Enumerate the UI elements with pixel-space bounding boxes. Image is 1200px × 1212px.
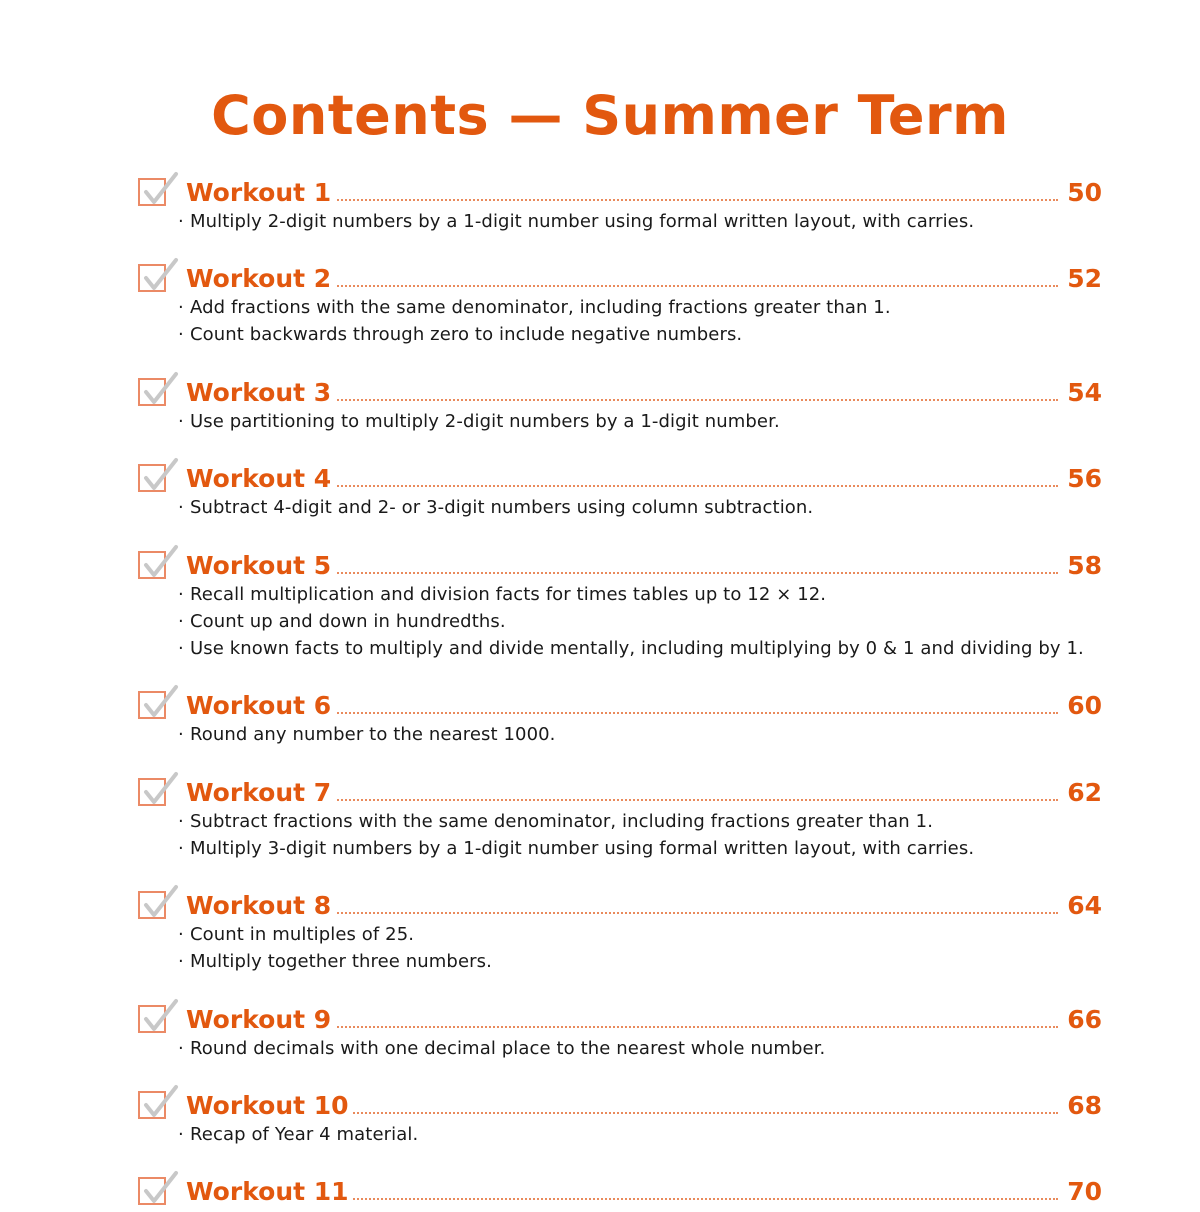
- toc-entry[interactable]: [136, 460, 1102, 521]
- page-number[interactable]: 54: [1067, 378, 1102, 407]
- workout-title[interactable]: Workout 10: [186, 1091, 353, 1121]
- objective-list: [136, 581, 1102, 662]
- toc-entry[interactable]: [136, 174, 1102, 235]
- workout-title[interactable]: Workout 9: [186, 1005, 335, 1035]
- toc-entry-header: [136, 260, 1102, 294]
- page-title: Contents — Summer Term: [211, 84, 1009, 147]
- objective-text: Subtract 4-digit and 2- or 3-digit numbers using column subtraction.: [190, 497, 814, 518]
- objective-text: Multiply together three numbers.: [190, 951, 492, 972]
- checkmark-box-icon[interactable]: [138, 691, 166, 719]
- workout-title[interactable]: Workout 11: [186, 1177, 353, 1207]
- bullet-icon: ·: [178, 297, 184, 318]
- bullet-icon: ·: [178, 838, 184, 859]
- toc-entry-header: [136, 774, 1102, 808]
- objective-item: [178, 921, 1102, 948]
- objective-item: [178, 408, 1102, 435]
- objective-list: [136, 1035, 1102, 1062]
- objective-text: Count backwards through zero to include negative numbers.: [190, 324, 743, 345]
- objective-item: [178, 608, 1102, 635]
- page-number[interactable]: 52: [1067, 264, 1102, 293]
- bullet-icon: ·: [178, 924, 184, 945]
- toc-entry-header: [136, 687, 1102, 721]
- objective-list: [136, 921, 1102, 975]
- toc-entry[interactable]: [136, 374, 1102, 435]
- bullet-icon: ·: [178, 411, 184, 432]
- objective-text: Use known facts to multiply and divide mentally, including multiplying by 0 & 1 and dividing by 1.: [190, 638, 1084, 659]
- workout-title[interactable]: Workout 2: [186, 264, 335, 294]
- page-number[interactable]: 60: [1067, 691, 1102, 720]
- objective-item: [178, 494, 1102, 521]
- objective-item: [178, 208, 1102, 235]
- toc-entry[interactable]: [136, 887, 1102, 975]
- objective-text: Multiply 3-digit numbers by a 1-digit number using formal written layout, with carries.: [190, 838, 975, 859]
- objective-list: [136, 1121, 1102, 1148]
- workout-title[interactable]: Workout 5: [186, 551, 335, 581]
- objective-list: [136, 808, 1102, 862]
- toc-entry-header: [136, 547, 1102, 581]
- page-number[interactable]: 64: [1067, 891, 1102, 920]
- toc-entry[interactable]: [136, 260, 1102, 348]
- checkmark-box-icon[interactable]: [138, 778, 166, 806]
- page-number[interactable]: 66: [1067, 1005, 1102, 1034]
- objective-item: [178, 1121, 1102, 1148]
- toc-entry[interactable]: [136, 687, 1102, 748]
- checkmark-box-icon[interactable]: [138, 1091, 166, 1119]
- toc-entry[interactable]: [136, 1173, 1102, 1207]
- toc-entry-header: [136, 1001, 1102, 1035]
- page-number[interactable]: 62: [1067, 778, 1102, 807]
- checkmark-box-icon[interactable]: [138, 1005, 166, 1033]
- bullet-icon: ·: [178, 584, 184, 605]
- checkmark-box-icon[interactable]: [138, 551, 166, 579]
- bullet-icon: ·: [178, 324, 184, 345]
- bullet-icon: ·: [178, 1124, 184, 1145]
- objective-item: [178, 835, 1102, 862]
- objective-text: Recall multiplication and division facts for times tables up to 12 × 12.: [190, 584, 827, 605]
- checkmark-box-icon[interactable]: [138, 178, 166, 206]
- objective-text: Add fractions with the same denominator, including fractions greater than 1.: [190, 297, 891, 318]
- objective-item: [178, 1035, 1102, 1062]
- page-number[interactable]: 56: [1067, 464, 1102, 493]
- objective-item: [178, 721, 1102, 748]
- objective-list: [136, 208, 1102, 235]
- toc-entry[interactable]: [136, 547, 1102, 662]
- objective-text: Count up and down in hundredths.: [190, 611, 506, 632]
- page-number[interactable]: 70: [1067, 1177, 1102, 1206]
- workout-title[interactable]: Workout 3: [186, 378, 335, 408]
- toc-entry-header: [136, 1173, 1102, 1207]
- bullet-icon: ·: [178, 611, 184, 632]
- objective-text: Count in multiples of 25.: [190, 924, 415, 945]
- checkmark-box-icon[interactable]: [138, 264, 166, 292]
- toc-entry-header: [136, 460, 1102, 494]
- toc-entry-header: [136, 887, 1102, 921]
- objective-text: Subtract fractions with the same denominator, including fractions greater than 1.: [190, 811, 934, 832]
- page-number[interactable]: 50: [1067, 178, 1102, 207]
- objective-text: Multiply 2-digit numbers by a 1-digit number using formal written layout, with carries.: [190, 211, 975, 232]
- objective-item: [178, 294, 1102, 321]
- objective-list: [136, 408, 1102, 435]
- objective-list: [136, 494, 1102, 521]
- objective-item: [178, 321, 1102, 348]
- toc-entry-header: [136, 1087, 1102, 1121]
- page-number[interactable]: 58: [1067, 551, 1102, 580]
- objective-item: [178, 948, 1102, 975]
- objective-list: [136, 294, 1102, 348]
- checkmark-box-icon[interactable]: [138, 1177, 166, 1205]
- objective-text: Use partitioning to multiply 2-digit numbers by a 1-digit number.: [190, 411, 780, 432]
- checkmark-box-icon[interactable]: [138, 378, 166, 406]
- toc-entry[interactable]: [136, 1001, 1102, 1062]
- bullet-icon: ·: [178, 724, 184, 745]
- objective-text: Round any number to the nearest 1000.: [190, 724, 556, 745]
- checkmark-box-icon[interactable]: [138, 464, 166, 492]
- bullet-icon: ·: [178, 951, 184, 972]
- workout-title[interactable]: Workout 1: [186, 178, 335, 208]
- workout-title[interactable]: Workout 4: [186, 464, 335, 494]
- bullet-icon: ·: [178, 497, 184, 518]
- page-number[interactable]: 68: [1067, 1091, 1102, 1120]
- objective-item: [178, 635, 1102, 662]
- workout-title[interactable]: Workout 8: [186, 891, 335, 921]
- checkmark-box-icon[interactable]: [138, 891, 166, 919]
- bullet-icon: ·: [178, 638, 184, 659]
- workout-title[interactable]: Workout 6: [186, 691, 335, 721]
- objective-text: Recap of Year 4 material.: [190, 1124, 419, 1145]
- bullet-icon: ·: [178, 811, 184, 832]
- toc-entry[interactable]: [136, 774, 1102, 862]
- bullet-icon: ·: [178, 211, 184, 232]
- objective-text: Round decimals with one decimal place to the nearest whole number.: [190, 1038, 826, 1059]
- objective-item: [178, 808, 1102, 835]
- workout-title[interactable]: Workout 7: [186, 778, 335, 808]
- objective-list: [136, 721, 1102, 748]
- toc-entry-header: [136, 174, 1102, 208]
- toc-entry-header: [136, 374, 1102, 408]
- bullet-icon: ·: [178, 1038, 184, 1059]
- objective-item: [178, 581, 1102, 608]
- toc-entry[interactable]: [136, 1087, 1102, 1148]
